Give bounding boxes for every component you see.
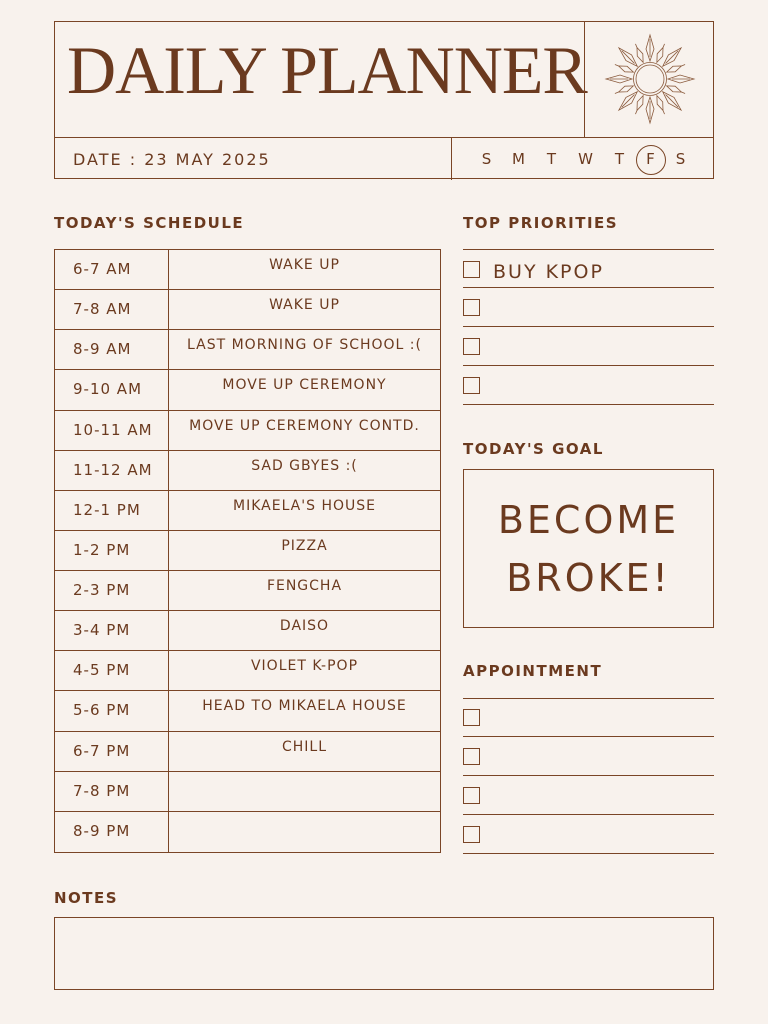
schedule-time: 6-7 AM	[55, 250, 169, 289]
schedule-time: 7-8 AM	[55, 290, 169, 329]
schedule-activity[interactable]: PIZZA	[281, 537, 328, 554]
schedule-activity[interactable]: MOVE UP CEREMONY	[222, 377, 387, 394]
appointment-checkbox[interactable]	[463, 709, 480, 726]
page-title: DAILY PLANNER	[67, 32, 587, 108]
divider	[463, 404, 714, 405]
divider	[463, 853, 714, 854]
planner-header	[54, 21, 714, 179]
schedule-row	[55, 812, 440, 852]
schedule-table	[54, 249, 441, 853]
day-monday[interactable]: M	[512, 150, 526, 168]
schedule-row	[55, 611, 440, 651]
emblem-box	[584, 22, 714, 137]
schedule-row	[55, 250, 440, 290]
goal-text: BECOME BROKE!	[497, 497, 680, 600]
schedule-time: 2-3 PM	[55, 571, 169, 610]
schedule-activity[interactable]: LAST MORNING OF SCHOOL :(	[187, 337, 422, 354]
goal-label: TODAY'S GOAL	[463, 440, 604, 458]
schedule-activity[interactable]: WAKE UP	[269, 257, 340, 273]
priority-checkbox[interactable]	[463, 338, 480, 355]
schedule-time: 1-2 PM	[55, 531, 169, 570]
schedule-time: 8-9 PM	[55, 812, 169, 852]
priority-checkbox[interactable]	[463, 261, 480, 278]
day-wednesday[interactable]: W	[578, 150, 594, 168]
schedule-row	[55, 330, 440, 370]
divider	[463, 326, 714, 327]
schedule-time: 3-4 PM	[55, 611, 169, 650]
schedule-time: 6-7 PM	[55, 732, 169, 771]
day-friday[interactable]: F	[646, 150, 656, 168]
schedule-time: 8-9 AM	[55, 330, 169, 369]
appointment-checkbox[interactable]	[463, 787, 480, 804]
priority-checkbox[interactable]	[463, 299, 480, 316]
schedule-activity[interactable]: MOVE UP CEREMONY CONTD.	[189, 417, 420, 434]
schedule-time: 12-1 PM	[55, 491, 169, 530]
schedule-activity[interactable]: WAKE UP	[269, 297, 340, 314]
day-sunday[interactable]: S	[481, 150, 493, 168]
schedule-activity[interactable]: VIOLET K-POP	[250, 658, 359, 675]
divider	[463, 698, 714, 699]
appointment-checkbox[interactable]	[463, 748, 480, 765]
divider	[463, 249, 714, 250]
notes-box[interactable]	[54, 917, 714, 990]
priority-checkbox[interactable]	[463, 377, 480, 394]
notes-label: NOTES	[54, 889, 119, 907]
schedule-activity[interactable]: SAD GBYES :(	[251, 457, 358, 474]
date-row	[55, 137, 713, 179]
schedule-activity[interactable]	[169, 812, 440, 852]
schedule-row	[55, 411, 440, 451]
appointment-checkbox[interactable]	[463, 826, 480, 843]
priorities-label: TOP PRIORITIES	[463, 214, 619, 232]
sun-ornament-icon	[603, 32, 697, 126]
day-thursday[interactable]: T	[614, 150, 626, 168]
schedule-activity[interactable]: DAISO	[279, 618, 330, 635]
schedule-activity[interactable]: MIKAELA'S HOUSE	[233, 497, 376, 514]
weekday-selector	[451, 138, 713, 180]
schedule-row	[55, 691, 440, 731]
schedule-time: 7-8 PM	[55, 772, 169, 811]
schedule-activity[interactable]	[169, 772, 440, 811]
divider	[463, 365, 714, 366]
schedule-activity[interactable]: FENGCHA	[266, 578, 343, 595]
divider	[463, 775, 714, 776]
divider	[463, 814, 714, 815]
schedule-time: 5-6 PM	[55, 691, 169, 730]
schedule-time: 4-5 PM	[55, 651, 169, 690]
appointment-label: APPOINTMENT	[463, 662, 603, 680]
schedule-row	[55, 491, 440, 531]
schedule-row	[55, 772, 440, 812]
day-tuesday[interactable]: T	[546, 150, 558, 168]
schedule-time: 10-11 AM	[55, 411, 169, 450]
divider	[463, 287, 714, 288]
priority-text[interactable]: BUY KPOP	[493, 261, 604, 283]
divider	[463, 736, 714, 737]
schedule-row	[55, 451, 440, 491]
schedule-row	[55, 651, 440, 691]
schedule-row	[55, 290, 440, 330]
schedule-activity[interactable]: CHILL	[281, 738, 328, 755]
schedule-activity[interactable]: HEAD TO MIKAELA HOUSE	[202, 698, 407, 715]
date-label: DATE : 23 MAY 2025	[73, 150, 271, 169]
schedule-time: 9-10 AM	[55, 370, 169, 409]
notes-text	[55, 918, 713, 934]
goal-box[interactable]	[463, 469, 714, 628]
schedule-row	[55, 370, 440, 410]
schedule-row	[55, 531, 440, 571]
schedule-row	[55, 571, 440, 611]
schedule-row	[55, 732, 440, 772]
day-saturday[interactable]: S	[675, 150, 687, 168]
schedule-label: TODAY'S SCHEDULE	[54, 214, 245, 232]
schedule-time: 11-12 AM	[55, 451, 169, 490]
